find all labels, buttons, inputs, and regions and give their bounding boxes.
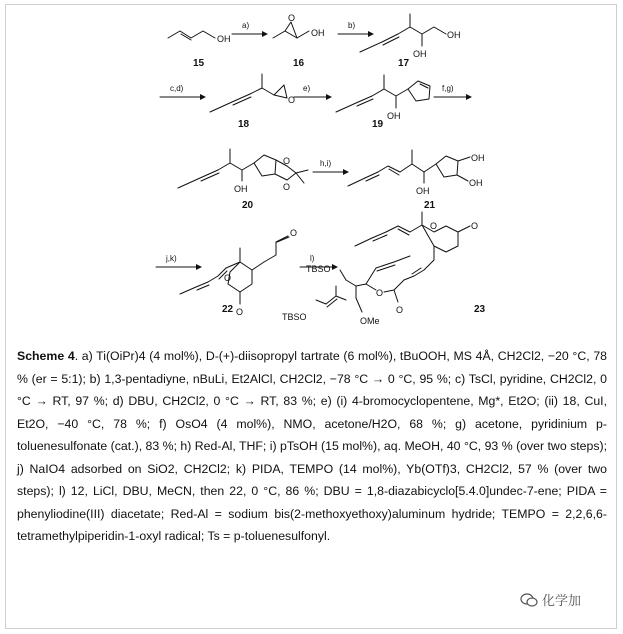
compound-17-structure — [360, 14, 461, 59]
wechat-icon — [520, 593, 538, 607]
ester-link-o-label: O — [376, 288, 384, 298]
acetonide-o-label: O — [283, 156, 291, 166]
compound-20-structure — [178, 149, 308, 194]
ome-label: OMe — [360, 316, 380, 326]
oh-label: OH — [447, 30, 461, 40]
compound-20-label: 20 — [242, 200, 254, 211]
compound-18-label: 18 — [238, 119, 250, 130]
arrow-e-label: e) — [303, 84, 311, 93]
ester-o-label: O — [396, 305, 404, 315]
caption-text: . a) Ti(OiPr)4 (4 mol%), D-(+)-diisopropyl tartrate (6 mol%), tBuOOH, MS 4Å, CH2Cl2, −20 °C, 78 % (er = 5:1); b) 1,3-pentadiyne, nBuLi, Et2AlCl, CH2Cl2, −78 °C → 0 °C, 95 %; c) TsCl, pyridine, CH2Cl2, 0 °C → RT, 97 %; d) DBU, CH2Cl2, 0 °C → RT, 83 %; e) (i) 4-bromocyclopentene, Mg*, Et2O; (ii) 18, CuI, Et2O, −40 °C, 78 %; f) OsO4 (4 mol%), NMO, acetone/H2O, 68 %; g) acetone, pyridinium p-toluenesulfonate (cat.), 83 %; h) Red-Al, THF; i) pTsOH (15 mol%), aq. MeOH, 40 °C, 93 % (over two steps); j) NaIO4 adsorbed on SiO2, CH2Cl2; k) PIDA, TEMPO (14 mol%), Yb(OTf)3, CH2Cl2, 57 % (over two steps); l) 12, LiCl, DBU, MeCN, then 22, 0 °C, 86 %; DBU = 1,8-diazabicyclo[5.4.0]undec-7-ene; PIDA = phenyliodine(III) diacetate; Red-Al = sodium bis(2-methoxyethoxy)aluminum hydride; TEMPO = 2,2,6,6-tetramethylpiperidin-1-oxyl radical; Ts = p-toluenesulfonyl. — [17, 349, 608, 543]
lactone-o-label: O — [430, 221, 438, 231]
compound-23-structure — [282, 212, 478, 326]
tbso-label: TBSO — [282, 312, 307, 322]
oh-label: OH — [217, 34, 231, 44]
compound-15-structure — [168, 31, 231, 44]
arrow-b-label: b) — [348, 21, 356, 30]
compound-21-label: 21 — [424, 200, 436, 211]
compound-18-structure — [210, 74, 295, 112]
oh-label: OH — [311, 28, 325, 38]
acetonide-o-label: O — [283, 182, 291, 192]
oh-label: OH — [413, 49, 427, 59]
compound-16-label: 16 — [293, 58, 305, 69]
compound-22-label: 22 — [222, 304, 234, 315]
scheme-caption — [17, 345, 607, 548]
oh-label: OH — [469, 178, 483, 188]
arrow-l-label: l) — [310, 254, 315, 263]
arrow-a-label: a) — [242, 21, 250, 30]
oh-label: OH — [387, 111, 401, 121]
compound-23-label: 23 — [474, 304, 486, 315]
lactone-o-label: O — [224, 273, 232, 283]
epoxide-o-label: O — [288, 95, 296, 105]
oh-label: OH — [416, 186, 430, 196]
arrow-hi-label: h,i) — [320, 159, 332, 168]
compound-17-label: 17 — [398, 58, 410, 69]
compound-15-label: 15 — [193, 58, 205, 69]
compound-16-structure — [273, 13, 325, 38]
compound-19-structure — [336, 75, 430, 121]
epoxide-o-label: O — [288, 13, 296, 23]
arrow-jk-label: j,k) — [166, 254, 177, 263]
arrow-cd-label: c,d) — [170, 84, 184, 93]
tbso-label: TBSO — [306, 264, 331, 274]
aldehyde-o-label: O — [290, 228, 298, 238]
watermark — [520, 590, 581, 609]
compound-19-label: 19 — [372, 119, 384, 130]
oh-label: OH — [234, 184, 248, 194]
carbonyl-o-label: O — [471, 221, 479, 231]
oh-label: OH — [471, 153, 485, 163]
carbonyl-o-label: O — [236, 307, 244, 317]
caption-title: Scheme 4 — [17, 349, 75, 363]
watermark-text: 化学加 — [542, 593, 582, 608]
compound-22-structure — [180, 228, 297, 317]
arrow-fg-label: f,g) — [442, 84, 454, 93]
compound-21-structure — [348, 150, 485, 196]
